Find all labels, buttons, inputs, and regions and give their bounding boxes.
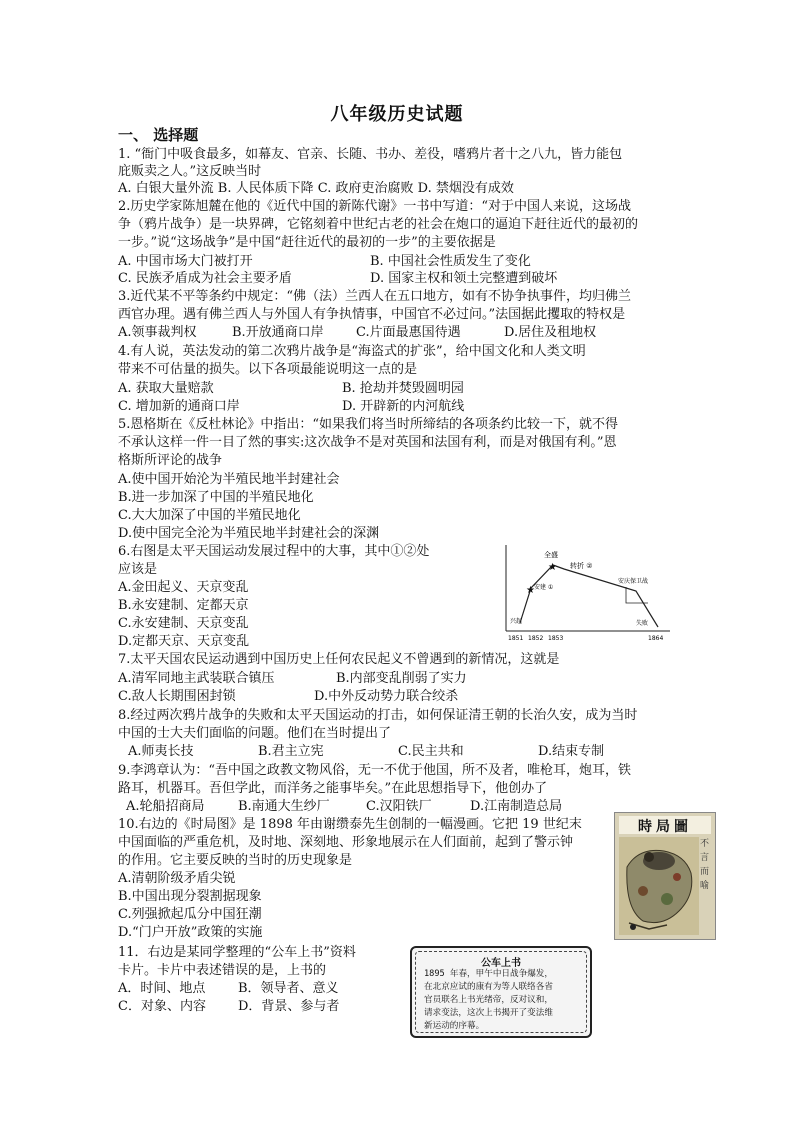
q10-option-c: C.列强掀起瓜分中国狂潮 — [118, 907, 262, 922]
gongche-shangshu-card — [410, 946, 592, 1038]
card-body-line: 1895 年春，甲午中日战争爆发， — [424, 969, 553, 979]
q8-option-a: A.师夷长技 — [128, 744, 194, 759]
q8-line: 8.经过两次鸦片战争的失败和太平天国运动的打击，如何保证清王朝的长治久安，成为当时 — [118, 708, 638, 723]
q4-line: 带来不可估量的损失。以下各项最能说明这一点的是 — [118, 362, 418, 377]
q10-line: 中国面临的严重危机，及时地、深刻地、形象地展示在人们面前，起到了警示钟 — [118, 835, 574, 850]
q2-line: 2.历史学家陈旭麓在他的《近代中国的新陈代谢》一书中写道：“对于中国人来说，这场战 — [118, 199, 632, 214]
q9-option-b: B.南通大生纱厂 — [238, 799, 330, 814]
q7-line: 7.太平天国农民运动遇到中国历史上任何农民起义不曾遇到的新情况，这就是 — [118, 652, 560, 667]
q11-option-c: C．对象、内容 — [118, 999, 206, 1014]
q11-option-d: D．背景、参与者 — [238, 999, 340, 1014]
q4-option-b: B. 抢劫并焚毁圆明园 — [342, 381, 464, 396]
q5-option-d: D.使中国完全沦为半殖民地半封建社会的深渊 — [118, 526, 380, 541]
chart-label-quanshen: 全盛 — [544, 551, 558, 559]
chart-tick-1852: 1852 — [528, 635, 544, 642]
q11-option-b: B．领导者、意义 — [238, 981, 339, 996]
q3-option-c: C.片面最惠国待遇 — [356, 325, 461, 340]
q6-line: 6.右图是太平天国运动发展过程中的大事，其中①②处 — [118, 544, 430, 559]
q7-option-d: D.中外反动势力联合绞杀 — [314, 689, 459, 704]
svg-text:★: ★ — [526, 585, 535, 596]
chart-label-zhanyi: 安庆保卫战 — [618, 578, 649, 585]
chart-tick-1864: 1864 — [648, 635, 664, 642]
card-body-line: 新运动的序幕。 — [424, 1021, 485, 1031]
q2-line: 一步。”说“这场战争”是中国“赶往近代的最初的一步”的主要依据是 — [118, 235, 496, 250]
q4-option-c: C. 增加新的通商口岸 — [118, 399, 240, 414]
q3-option-a: A.领事裁判权 — [118, 325, 197, 340]
q4-line: 4.有人说，英法发动的第二次鸦片战争是“海盗式的扩张”，给中国文化和人类文明 — [118, 344, 586, 359]
q8-option-b: B.君主立宪 — [258, 744, 324, 759]
chart-label-shibai: 失败 — [636, 620, 649, 627]
q6-line: 应该是 — [118, 562, 158, 577]
q5-line: 5.恩格斯在《反杜林论》中指出：“如果我们将当时所缔结的各项条约比较一下，就不得 — [118, 417, 619, 432]
cartoon-title: 時局圖 — [619, 816, 711, 834]
q10-option-a: A.清朝阶级矛盾尖锐 — [118, 871, 236, 886]
chart-point-star-2 — [548, 562, 557, 573]
q3-option-d: D.居住及租地权 — [504, 325, 597, 340]
q1-line: 1. “衙门中吸食最多，如幕友、官亲、长随、书办、差役，嗜鸦片者十之八九，皆力能包 — [118, 147, 623, 162]
chart-tick-1853: 1853 — [548, 635, 564, 642]
q4-option-a: A. 获取大量赔款 — [118, 381, 214, 396]
page-title: 八年级历史试题 — [330, 104, 464, 125]
q5-option-c: C.大大加深了中国的半殖民地化 — [118, 508, 301, 523]
q9-line: 路耳，机器耳。吾但学此，而洋务之能事毕矣。”在此思想指导下，他创办了 — [118, 781, 548, 796]
q7-option-a: A.清军同地主武装联合镇压 — [118, 671, 275, 686]
section-heading: 一、 选择题 — [118, 126, 199, 144]
q10-line: 的作用。它主要反映的当时的历史现象是 — [118, 853, 353, 868]
q1-options: A. 白银大量外流 B. 人民体质下降 C. 政府吏治腐败 D. 禁烟没有成效 — [118, 181, 514, 196]
chart-tick-1851: 1851 — [508, 635, 524, 642]
q9-line: 9.李鸿章认为：“吾中国之政教文物风俗，无一不优于他国，所不及者，唯枪耳，炮耳，铁 — [118, 763, 632, 778]
q11-line: 11．右边是某同学整理的“公车上书”资料 — [118, 945, 356, 960]
q7-option-b: B.内部变乱削弱了实力 — [336, 671, 467, 686]
chart-label-jianzhi: 安建 ① — [534, 584, 554, 591]
cartoon-map-illustration — [619, 837, 699, 935]
q8-option-c: C.民主共和 — [398, 744, 464, 759]
q6-option-a: A.金田起义、天京变乱 — [118, 580, 249, 595]
taiping-chart — [498, 543, 678, 643]
q9-option-d: D.江南制造总局 — [470, 799, 563, 814]
q6-option-c: C.永安建制、天京变乱 — [118, 616, 249, 631]
q3-option-b: B.开放通商口岸 — [232, 325, 324, 340]
q8-option-d: D.结束专制 — [538, 744, 605, 759]
q3-line: 3.近代某不平等条约中规定：“佛（法）兰西人在五口地方，如有不协争执事件，均归佛兰 — [118, 289, 632, 304]
q11-line: 卡片。卡片中表述错误的是，上书的 — [118, 963, 327, 978]
q5-option-a: A.使中国开始沦为半殖民地半封建社会 — [118, 472, 340, 487]
chart-label-zhuanzhe: 转折 ② — [570, 562, 593, 570]
card-body-line: 在北京应试的康有为等人联络各省 — [424, 982, 553, 992]
q4-option-d: D. 开辟新的内河航线 — [342, 399, 465, 414]
card-body-line: 官员联名上书光绪帝，反对议和， — [424, 995, 553, 1005]
card-body — [424, 968, 580, 1033]
chart-label-qiyi: 兴起 — [510, 618, 523, 625]
card-body-line: 请求变法，这次上书揭开了变法维 — [424, 1008, 553, 1018]
q2-option-a: A. 中国市场大门被打开 — [118, 254, 253, 269]
q9-option-c: C.汉阳铁厂 — [366, 799, 432, 814]
q11-option-a: A．时间、地点 — [118, 981, 206, 996]
q5-option-b: B.进一步加深了中国的半殖民地化 — [118, 490, 314, 505]
q2-option-b: B. 中国社会性质发生了变化 — [370, 254, 531, 269]
q5-line: 格斯所评论的战争 — [118, 453, 223, 468]
card-title: 公车上书 — [481, 958, 521, 969]
svg-text:★: ★ — [548, 562, 557, 573]
q8-line: 中国的士大夫们面临的问题。他们在当时提出了 — [118, 726, 392, 741]
q6-option-d: D.定都天京、天京变乱 — [118, 634, 250, 649]
q2-option-c: C. 民族矛盾成为社会主要矛盾 — [118, 271, 292, 286]
q5-line: 不承认这样一件一目了然的事实:这次战争不是对英国和法国有利，而是对俄国有利。”恩 — [118, 435, 617, 450]
q3-line: 西官办理。遇有佛兰西人与外国人有争执情事，中国官不必过问。”法国据此攫取的特权是 — [118, 307, 626, 322]
q10-line: 10.右边的《时局图》是 1898 年由谢缵泰先生创制的一幅漫画。它把 19 世纪末 — [118, 817, 582, 832]
q1-line: 庇贩卖之人。”这反映当时 — [118, 164, 262, 179]
q7-option-c: C.敌人长期围困封锁 — [118, 689, 236, 704]
q6-option-b: B.永安建制、定都天京 — [118, 598, 249, 613]
q2-line: 争（鸦片战争）是一块界碑，它铭刻着中世纪古老的社会在炮口的逼迫下赶往近代的最初的 — [118, 217, 639, 232]
q9-option-a: A.轮船招商局 — [126, 799, 205, 814]
q2-option-d: D. 国家主权和领土完整遭到破坏 — [370, 271, 558, 286]
q10-option-d: D.“门户开放”政策的实施 — [118, 925, 263, 940]
chart-series-line — [520, 565, 658, 627]
q10-option-b: B.中国出现分裂割据现象 — [118, 889, 262, 904]
shiju-cartoon-image — [614, 812, 716, 940]
cartoon-side-text: 不言而喻 — [700, 839, 710, 891]
